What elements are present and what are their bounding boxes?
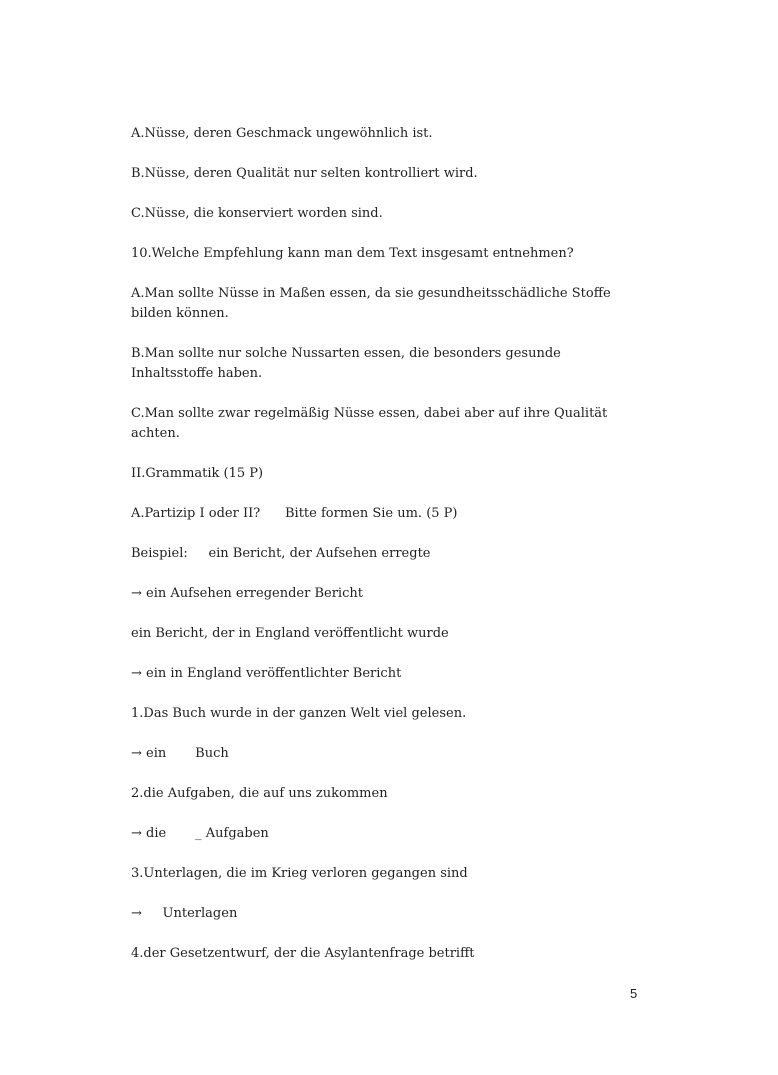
exercise-item-4: 4.der Gesetzentwurf, der die Asylantenfrage betrifft bbox=[131, 946, 475, 961]
answer-option-a: A.Nüsse, deren Geschmack ungewöhnlich ist. bbox=[131, 126, 433, 141]
exercise-item-1: 1.Das Buch wurde in der ganzen Welt viel gelesen. bbox=[131, 706, 467, 721]
task-instruction: A.Partizip I oder II? Bitte formen Sie um. (5 P) bbox=[131, 506, 458, 521]
page-number: 5 bbox=[630, 986, 638, 1001]
exercise-answer-1: → ein Buch bbox=[131, 746, 229, 761]
answer-option-b: B.Nüsse, deren Qualität nur selten kontrolliert wird. bbox=[131, 166, 478, 181]
exercise-answer-2: → die _ Aufgaben bbox=[131, 826, 269, 841]
example-line-1: Beispiel: ein Bericht, der Aufsehen erregte bbox=[131, 546, 431, 561]
exercise-item-2: 2.die Aufgaben, die auf uns zukommen bbox=[131, 786, 388, 801]
exercise-answer-3: → Unterlagen bbox=[131, 906, 238, 921]
example-answer-1: → ein Aufsehen erregender Bericht bbox=[131, 586, 363, 601]
question-10-option-b: B.Man sollte nur solche Nussarten essen, die besonders gesunde Inhaltsstoffe haben. bbox=[131, 346, 565, 381]
question-10-option-a: A.Man sollte Nüsse in Maßen essen, da sie gesundheitsschädliche Stoffe bilden können. bbox=[131, 286, 615, 321]
question-10: 10.Welche Empfehlung kann man dem Text insgesamt entnehmen? bbox=[131, 246, 574, 261]
answer-option-c: C.Nüsse, die konserviert worden sind. bbox=[131, 206, 383, 221]
exercise-item-3: 3.Unterlagen, die im Krieg verloren gegangen sind bbox=[131, 866, 468, 881]
document-body bbox=[131, 124, 631, 964]
example-answer-2: → ein in England veröffentlichter Bericht bbox=[131, 666, 402, 681]
section-heading-grammatik: II.Grammatik (15 P) bbox=[131, 466, 264, 481]
question-10-option-c: C.Man sollte zwar regelmäßig Nüsse essen, dabei aber auf ihre Qualität achten. bbox=[131, 406, 612, 441]
example-line-2: ein Bericht, der in England veröffentlicht wurde bbox=[131, 626, 449, 641]
